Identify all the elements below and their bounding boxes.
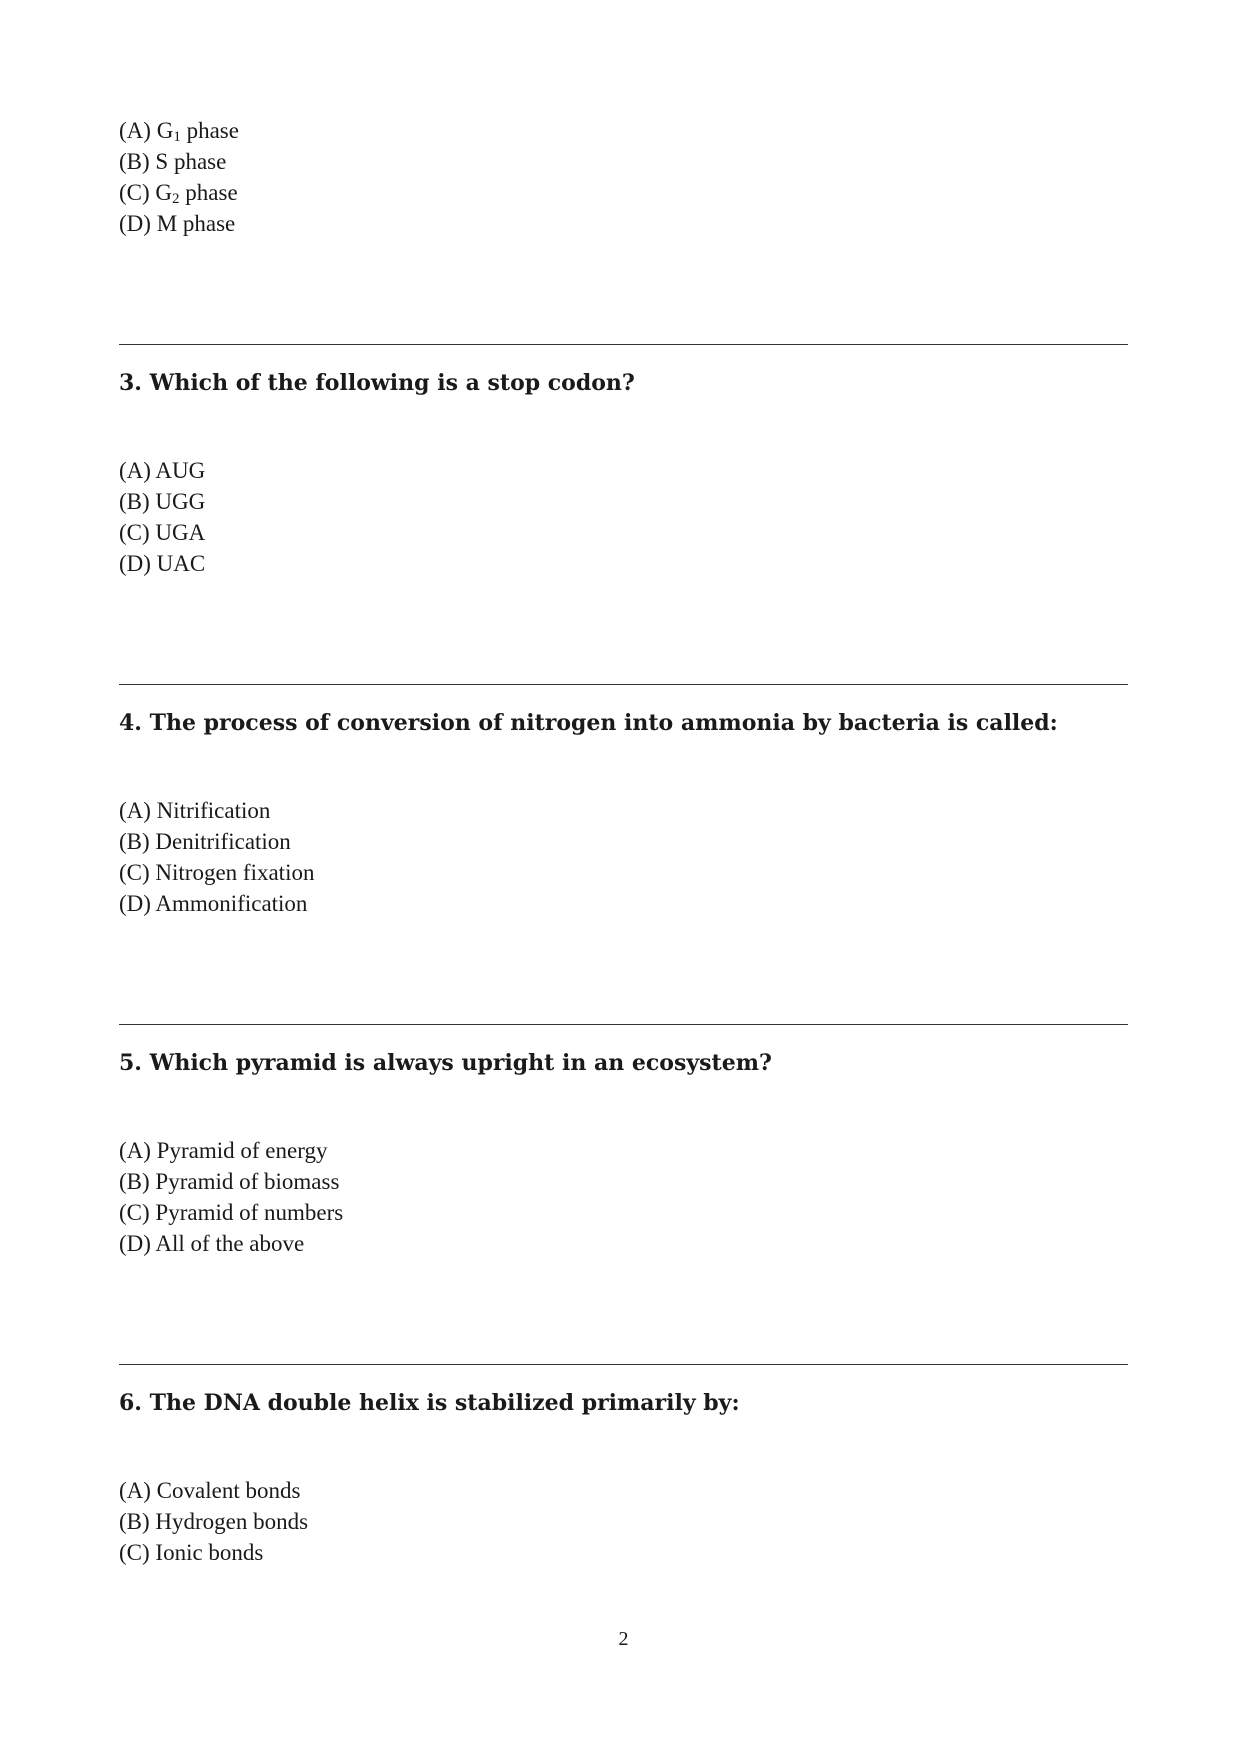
option-a: (A) Pyramid of energy	[119, 1138, 328, 1163]
option-a: (A) Nitrification	[119, 798, 271, 823]
option-c: (C) $G_2$ phase	[119, 180, 238, 207]
question-3-text: 3. Which of the following is a stop codon?	[119, 370, 635, 396]
option-d: (D) All of the above	[119, 1231, 305, 1256]
option-a: (A) Covalent bonds	[119, 1478, 301, 1503]
option-c: (C) Pyramid of numbers	[119, 1200, 344, 1225]
continued-question-options	[119, 115, 239, 239]
question-5-text: 5. Which pyramid is always upright in an ecosystem?	[119, 1050, 772, 1076]
question-4-options	[119, 795, 314, 919]
option-a: (A) AUG	[119, 458, 206, 483]
question-5-options	[119, 1135, 343, 1259]
exam-page	[119, 0, 1128, 1754]
question-divider	[119, 684, 1128, 685]
option-a: (A) $G_1$ phase	[119, 118, 239, 145]
question-6-options	[119, 1475, 308, 1568]
question-divider	[119, 1024, 1128, 1025]
question-6-text: 6. The DNA double helix is stabilized primarily by:	[119, 1390, 740, 1416]
page-number: 2	[618, 1628, 629, 1650]
question-divider	[119, 344, 1128, 345]
option-d: (D) M phase	[119, 211, 236, 236]
option-b: (B) S phase	[119, 149, 227, 174]
option-d: (D) Ammonification	[119, 891, 308, 916]
option-c: (C) Ionic bonds	[119, 1540, 264, 1565]
option-c: (C) Nitrogen fixation	[119, 860, 315, 885]
option-d: (D) UAC	[119, 551, 206, 576]
option-b: (B) Pyramid of biomass	[119, 1169, 340, 1194]
question-4-text: 4. The process of conversion of nitrogen into ammonia by bacteria is called:	[119, 710, 1058, 736]
question-divider	[119, 1364, 1128, 1365]
question-3-options	[119, 455, 205, 579]
option-b: (B) Hydrogen bonds	[119, 1509, 309, 1534]
option-b: (B) Denitrification	[119, 829, 291, 854]
option-c: (C) UGA	[119, 520, 206, 545]
option-b: (B) UGG	[119, 489, 206, 514]
